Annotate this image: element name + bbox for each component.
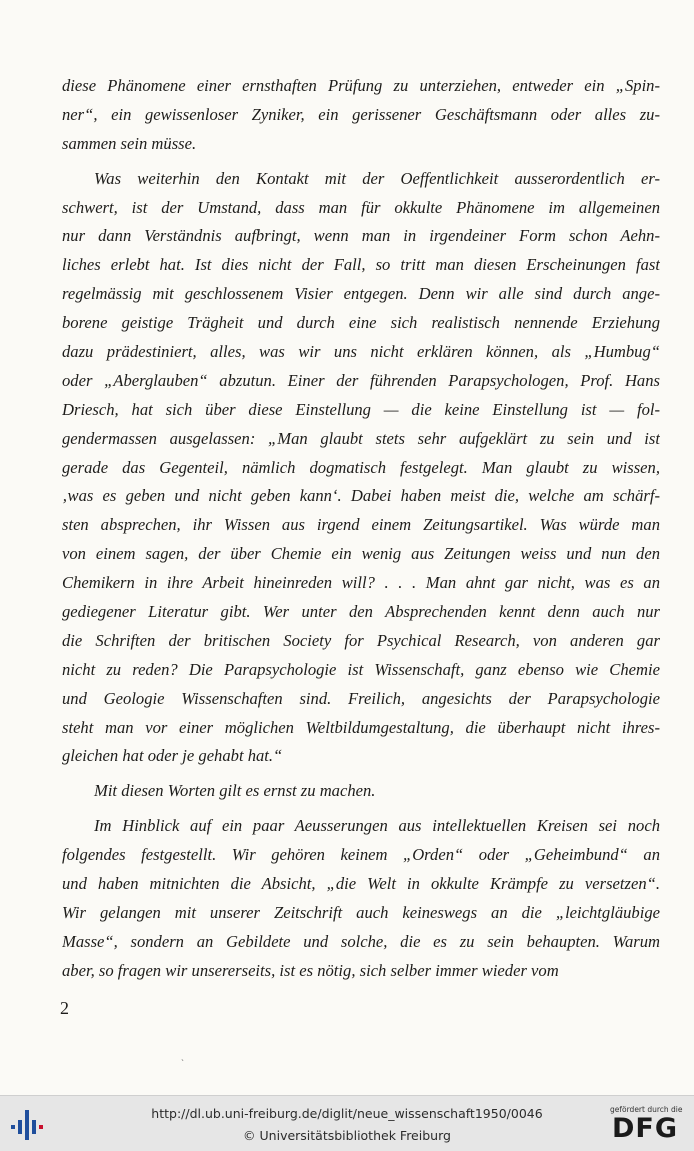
text-line: diese Phänomene einer ernsthaften Prüfung zu unterziehen, entweder ein „Spin- — [62, 76, 660, 95]
permalink-link[interactable]: http://dl.ub.uni-freiburg.de/diglit/neue_wissenschaft1950/0046 — [151, 1106, 543, 1121]
text-line: Chemikern in ihre Arbeit hineinreden will? . . . Man ahnt gar nicht, was es an — [62, 573, 660, 593]
text-line: dazu prädestiniert, alles, was wir uns nicht erklären können, als „Humbug“ — [62, 342, 660, 362]
text-line: schwert, ist der Umstand, dass man für okkulte Phänomene im allgemeinen — [62, 197, 660, 217]
text-line: liches erlebt hat. Ist dies nicht der Fall, so tritt man diesen Erscheinungen fast — [62, 255, 660, 275]
text-line: und Geologie Wissenschaften sind. Freilich, angesichts der Parapsychologie — [62, 688, 660, 708]
text-line: gediegener Literatur gibt. Wer unter den Absprechenden kennt denn auch nur — [62, 602, 660, 622]
text-line: und haben mitnichten die Absicht, „die Welt in okkulte Krämpfe zu versetzen“. — [62, 874, 660, 894]
text-line: gleichen hat oder je gehabt hat.“ — [62, 746, 283, 766]
text-line: nur dann Verständnis aufbringt, wenn man in irgendeiner Form schon Aehn- — [62, 226, 660, 246]
text-line: sammen sein müsse. — [62, 133, 197, 153]
page-number: 2 — [60, 998, 69, 1018]
text-line: nicht zu reden? Die Parapsychologie ist Wissenschaft, ganz ebenso wie Chemie — [62, 659, 660, 679]
text-line: oder „Aberglauben“ abzutun. Einer der führenden Parapsychologen, Prof. Hans — [62, 370, 660, 390]
text-line: gerade das Gegenteil, nämlich dogmatisch festgelegt. Man glaubt zu wissen, — [62, 457, 660, 477]
text-line: ner“, ein gewissenloser Zyniker, ein gerissener Geschäftsmann oder alles zu- — [62, 104, 660, 124]
text-line: aber, so fragen wir unsererseits, ist es nötig, sich selber immer wieder vom — [62, 960, 559, 980]
text-line: folgendes festgestellt. Wir gehören keinem „Orden“ oder „Geheimbund“ an — [62, 845, 660, 865]
text-line: Wir gelangen mit unserer Zeitschrift auch keineswegs an die „leichtgläubige — [62, 902, 660, 922]
body-text — [62, 72, 660, 986]
text-line: Im Hinblick auf ein paar Aeusserungen aus intellektuellen Kreisen sei noch — [94, 816, 660, 836]
text-line: gendermassen ausgelassen: „Man glaubt stets sehr aufgeklärt zu sein und ist — [62, 428, 660, 448]
text-line: steht man vor einer möglichen Weltbildumgestaltung, die überhaupt nicht ihres- — [62, 717, 660, 737]
text-line: Mit diesen Worten gilt es ernst zu machen. — [94, 781, 376, 801]
funder-tagline: gefördert durch die — [610, 1105, 683, 1114]
text-line: regelmässig mit geschlossenem Visier entgegen. Denn wir alle sind durch ange- — [62, 284, 660, 304]
text-line: ‚was es geben und nicht geben kann‘. Dabei haben meist die, welche am schärf- — [62, 486, 660, 506]
text-line: Was weiterhin den Kontakt mit der Oeffentlichkeit ausserordentlich er- — [94, 168, 660, 188]
copyright-notice: © Universitätsbibliothek Freiburg — [243, 1128, 451, 1143]
text-line: die Schriften der britischen Society for Psychical Research, von anderen gar — [62, 630, 660, 650]
text-line: von einem sagen, der über Chemie ein wenig aus Zeitungen weiss und nun den — [62, 544, 660, 564]
dfg-logo: DFG — [612, 1113, 679, 1144]
footer-bar — [0, 1095, 694, 1151]
text-line: Driesch, hat sich über diese Einstellung — die keine Einstellung ist — fol- — [62, 399, 660, 419]
text-line: Masse“, sondern an Gebildete und solche, die es zu sein behaupten. Warum — [62, 931, 660, 951]
text-line: borene geistige Trägheit und durch eine sich realistisch nennende Erziehung — [62, 313, 660, 333]
scan-speck: ˎ — [181, 1052, 184, 1062]
text-line: sten absprechen, ihr Wissen aus irgend einem Zeitungsartikel. Was würde man — [62, 515, 660, 535]
